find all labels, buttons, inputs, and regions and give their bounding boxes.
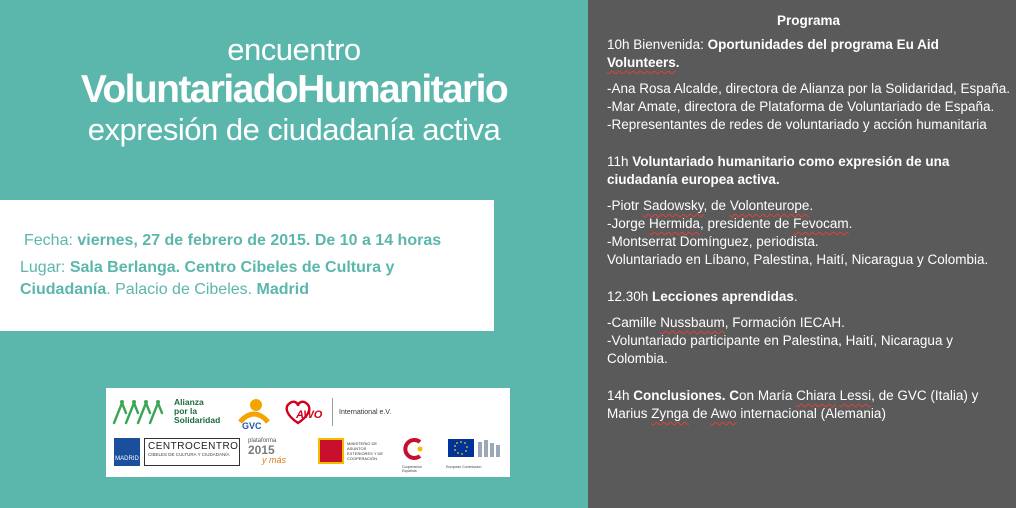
lugar-row: [20, 257, 484, 301]
session-2-speaker-4: Voluntariado en Líbano, Palestina, Haití, Nicaragua y Colombia.: [607, 252, 989, 267]
session-1-speaker-1: -Ana Rosa Alcalde, directora de Alianza por la Solidaridad, España.: [607, 81, 1010, 96]
plataforma-logo: [248, 438, 300, 468]
centro-subtitle: CIBELES DE CULTURA Y CIUDADANÍA: [148, 452, 230, 457]
right-edge: [1016, 0, 1024, 508]
title-line-1: encuentro: [227, 32, 361, 67]
event-info-box: [0, 200, 494, 331]
awo-heart-icon: [284, 399, 326, 425]
fecha-label: Fecha:: [24, 232, 78, 249]
awo-separator: [332, 398, 333, 426]
madrid-logo: [114, 438, 140, 466]
awo-international: International e.V.: [339, 408, 392, 416]
cooperacion-logo: [402, 438, 426, 473]
plataforma-label: plataforma: [248, 438, 277, 444]
awo-logo: [284, 398, 391, 426]
ministerio-text: MINISTERIO DE ASUNTOS EXTERIORES Y DE COOPERACIÓN: [347, 441, 384, 461]
session-3-heading: 12.30h Lecciones aprendidas.: [607, 289, 798, 304]
session-2-title: Voluntariado humanitario como expresión de una ciudadanía europea activa.: [607, 154, 950, 187]
lugar-rest: . Palacio de Cibeles.: [106, 281, 257, 298]
fecha-row: [20, 230, 484, 252]
cooperacion-text: Cooperación Española: [402, 465, 422, 473]
cooperacion-icon: [402, 438, 426, 460]
session-4-heading: 14h Conclusiones. Con María Chiara Lessi, de GVC (Italia) y Marius Zynga de Awo internacional (Alemania): [607, 388, 979, 421]
gvc-logo: [236, 396, 272, 430]
plataforma-year: 2015: [248, 443, 275, 457]
title-line-2: VoluntariadoHumanitario: [80, 68, 508, 111]
session-2-speaker-3: -Montserrat Domínguez, periodista.: [607, 234, 819, 249]
session-3-title: Lecciones aprendidas: [652, 289, 794, 304]
session-3-speaker-1: -Camille Nussbaum, Formación IECAH.: [607, 315, 845, 330]
session-2-heading: [607, 153, 1010, 189]
spain-shield-icon: [318, 438, 344, 464]
eu-flag-icon: [446, 438, 502, 460]
fecha-value: viernes, 27 de febrero de 2015. De 10 a 14 horas: [77, 232, 442, 249]
awo-label: AWO: [296, 409, 323, 421]
centro-title: CENTROCENTRO: [148, 441, 239, 452]
session-1-speaker-3: -Representantes de redes de voluntariado y acción humanitaria: [607, 117, 987, 132]
session-1-time: 10h Bienvenida:: [607, 37, 708, 52]
session-4-title: Conclusiones. C: [633, 388, 740, 403]
plataforma-mas: y más: [262, 455, 287, 465]
lugar-city: Madrid: [256, 281, 309, 298]
session-2-speaker-1: -Piotr Sadowsky, de Volonteurope.: [607, 198, 814, 213]
eu-logo: [446, 438, 502, 468]
sponsor-logos: [106, 388, 510, 477]
logo-row-bottom: [106, 434, 510, 472]
session-3-speaker-2: -Voluntariado participante en Palestina, Haití, Nicaragua y Colombia.: [607, 333, 953, 366]
eu-text: European Commission: [446, 465, 482, 469]
session-2-time: 11h: [607, 154, 633, 169]
alianza-text: Alianza por la Solidaridad: [174, 397, 221, 425]
programa-title: Programa: [776, 13, 841, 28]
madrid-shield-icon: MADRID: [114, 438, 140, 466]
ministerio-logo: [318, 438, 391, 464]
event-title: [0, 32, 588, 148]
session-4-time: 14h: [607, 388, 634, 403]
session-1-speaker-2: -Mar Amate, directora de Plataforma de Voluntariado de España.: [607, 99, 995, 114]
session-1-title: Oportunidades del programa Eu Aid: [707, 37, 939, 52]
alianza-figures-icon: [112, 399, 170, 425]
session-1-heading: 10h Bienvenida: Oportunidades del programa Eu Aid Volunteers.: [607, 37, 939, 70]
logo-row-top: [106, 392, 510, 432]
lugar-label: Lugar:: [20, 259, 70, 276]
gvc-label: GVC: [242, 421, 262, 430]
alianza-logo: [112, 398, 220, 425]
centrocentro-logo: [144, 438, 240, 466]
lugar-venue: Sala Berlanga. Centro Cibeles de Cultura y Ciudadanía: [20, 259, 395, 298]
session-2-speaker-2: -Jorge Hermida, presidente de Fevocam.: [607, 216, 853, 231]
session-3-time: 12.30h: [607, 289, 653, 304]
session-1-title-2: Volunteers: [607, 55, 676, 70]
title-line-3: expresión de ciudadanía activa: [87, 112, 501, 147]
programa-panel: [588, 0, 1024, 508]
